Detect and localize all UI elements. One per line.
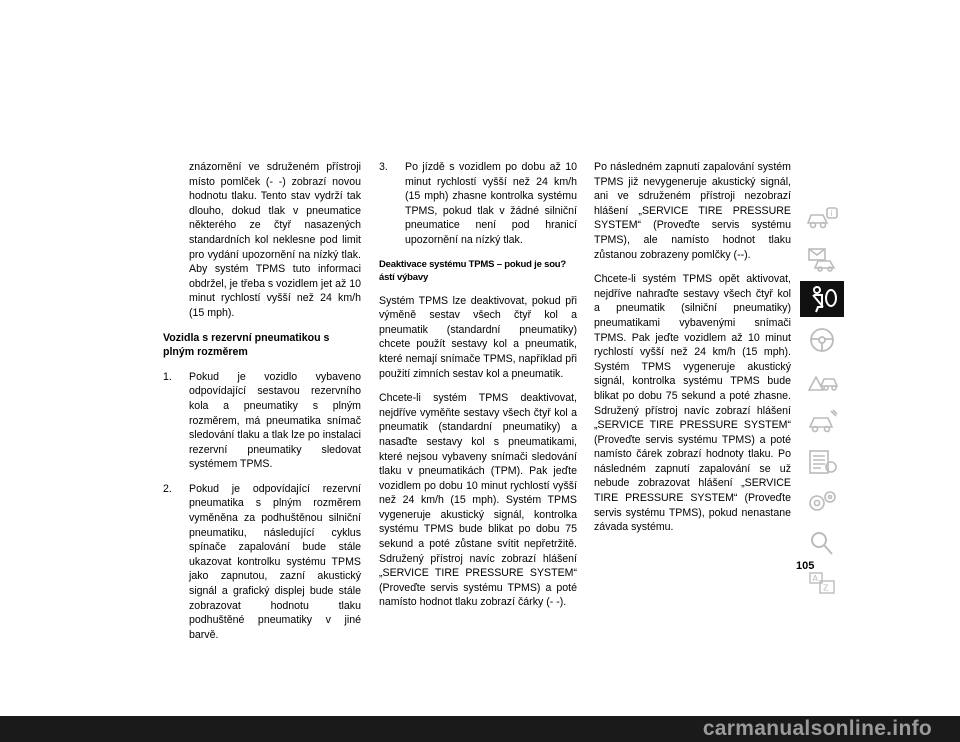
column-1 — [163, 160, 361, 652]
list-item — [379, 160, 577, 248]
paragraph: Po následném zapnutí zapalování systém TPMS již nevygeneruje akustický signál, ani ve sdruženém přístroji nezobrazí hlášení „SERVICE TIRE PRESSURE SYSTEM“ (Proveďte servis systému TPMS), ale namísto hodnot tlaku zůstanou zobrazeny pomlčky (--). — [594, 161, 791, 261]
tab-specifications[interactable] — [800, 484, 844, 520]
specifications-icon — [805, 488, 839, 516]
sub-heading-tpms-deactivation: Deaktivace systému TPMS – pokud je sou?ástí výbavy — [379, 258, 567, 283]
tab-car-mail[interactable] — [800, 241, 844, 277]
index-search-icon — [805, 529, 839, 557]
steering-wheel-icon — [805, 326, 839, 354]
tab-emergency[interactable] — [800, 362, 844, 398]
list-item-number: 2. — [163, 482, 172, 495]
list-item-text: Po jízdě s vozidlem po dobu až 10 minut rychlostí vyšší než 24 km/h (15 mph) zhasne kontrolka systému TPMS, pokud tlak v žádné silniční pneumatice není pod hranicí upozornění na nízký tlak. — [405, 161, 577, 246]
column-3 — [594, 160, 791, 545]
section-heading-full-size-spare: Vozidla s rezervní pneumatikou s plným rozměrem — [163, 331, 330, 359]
tab-maintenance[interactable] — [800, 444, 844, 480]
car-mail-icon — [805, 246, 839, 272]
paragraph: Chcete-li systém TPMS opět aktivovat, nejdříve nahraďte sestavy všech čtyř kol a pneumatik (silniční pneumatiky) pneumatikami vybavenými snímači TPMS. Pak jeďte vozidlem až 10 minut rychlostí vyšší než 24 km/h (15 mph). Systém TPMS vygeneruje akustický signál, kontrolka systému TPMS bude blikat po dobu 75 sekund a poté zhasne. Sdružený přístroj navíc zobrazí hlášení „SERVICE TIRE PRESSURE SYSTEM“ (Proveďte servis systému TPMS) a poté namísto čárek zobrazí hodnoty tlaku. Po následném zapnutí zapalování se už nebude zobrazovat hlášení „SERVICE TIRE PRESSURE SYSTEM“ (Proveďte servis systému TPMS), pokud nenastane závada systému. — [594, 273, 791, 534]
list-item-text: Pokud je vozidlo vybaveno odpovídající sestavou rezervního kola a pneumatiky s plným rozměrem, má pneumatika snímač sledování tlaku a tlak lze po instalaci rezervní pneumatiky sledovat systémem TPMS. — [189, 370, 361, 471]
list-item — [163, 482, 361, 643]
warning-car-icon — [805, 366, 839, 394]
list-item-text: Pokud je odpovídající rezervní pneumatika s plným rozměrem vyměněna za podhuštěnou silniční pneumatiku, následující cyklus spínače zapalování bude stále ukazovat kontrolku systému TPMS jako zapnutou, zazní akustický signál a grafický displej bude stále zobrazovat hodnotu tlaku podhuštěné pneumatiky v jiné barvě. — [189, 482, 361, 641]
page-number: 105 — [796, 560, 815, 572]
svg-text:i: i — [830, 209, 833, 218]
car-service-icon — [805, 407, 839, 435]
chapter-tabs — [800, 200, 844, 606]
maintenance-list-icon — [805, 448, 839, 476]
tab-driving[interactable] — [800, 322, 844, 358]
paragraph-continued: znázornění ve sdruženém přístroji místo pomlček (- -) zobrazí novou hodnotu tlaku. Tento stav vydrží tak dlouho, dokud tlak v pneumatice některého ze čtyř nasazených standardních kol neklesne pod limit pro vydání upozornění na nízký tlak. Aby systém TPMS tuto informaci obdržel, je třeba s vozidlem jet až 10 minut rychlostí vyšší než 24 km/h (15 mph). — [189, 161, 361, 319]
list-item — [163, 370, 361, 472]
paragraph: Chcete-li systém TPMS deaktivovat, nejdříve vyměňte sestavy všech čtyř kol a pneumatik (standardní pneumatiky) a nasaďte sestavy kol s pneumatikami, které nejsou vybaveny snímači sledování tlaku v pneumatikách (TPM). Pak jeďte vozidlem po dobu 10 minut rychlostí vyšší než 24 km/h (15 mph). Systém TPMS vygeneruje akustický signál, kontrolka systému TPMS bude blikat po dobu 75 sekund a poté zůstane svítit nepřetržitě. Sdružený přístroj navíc zobrazí hlášení „SERVICE TIRE PRESSURE SYSTEM“ (Proveďte servis systému TPMS) a poté namísto hodnot tlaku zobrazí čárky (- -). — [379, 392, 577, 609]
multilanguage-icon — [805, 569, 839, 597]
tab-index[interactable] — [800, 525, 844, 561]
tab-safety[interactable] — [800, 281, 844, 317]
seatbelt-airbag-icon — [805, 285, 839, 313]
car-info-icon — [805, 205, 839, 231]
list-item-number: 1. — [163, 370, 172, 383]
watermark-text: carmanualsonline.info — [702, 717, 932, 740]
column-2 — [379, 160, 577, 620]
svg-text:A: A — [812, 574, 818, 584]
svg-text:Z: Z — [823, 583, 829, 593]
list-item-number: 3. — [379, 161, 388, 173]
watermark — [0, 716, 960, 742]
paragraph: Systém TPMS lze deaktivovat, pokud při výměně sestav všech čtyř kol a pneumatik (standardní pneumatiky) chcete použít sestavy kol a pneumatik, které nemají snímače TPMS, například při použití zimních sestav kol a pneumatik. — [379, 294, 577, 380]
tab-car-info[interactable] — [800, 200, 844, 236]
tab-servicing[interactable] — [800, 403, 844, 439]
